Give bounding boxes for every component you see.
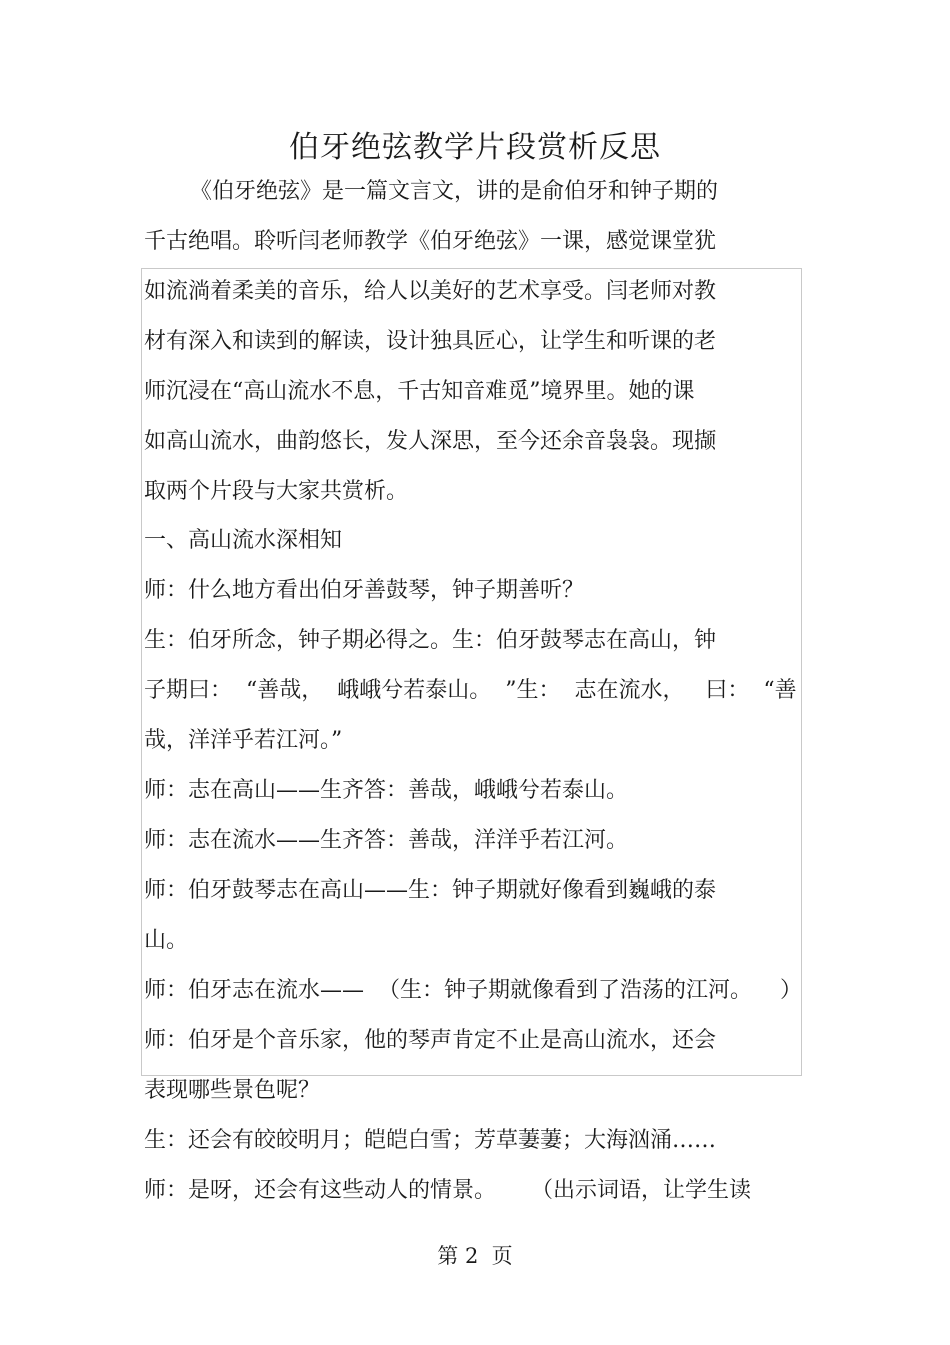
dialogue-line: 子期曰： “善哉， 峨峨兮若泰山。 ”生： 志在流水， 曰： “善 [144,678,797,703]
paragraph-line: 《伯牙绝弦》是一篇文言文，讲的是俞伯牙和钟子期的 [190,179,719,204]
dialogue-line: 师：志在流水——生齐答：善哉，洋洋乎若江河。 [144,828,629,853]
dialogue-line: 师：伯牙志在流水—— （生：钟子期就像看到了浩荡的江河。 ） [144,978,802,1003]
page-number: 第 2 页 [437,1244,513,1268]
dialogue-line: 师：什么地方看出伯牙善鼓琴，钟子期善听？ [144,578,585,603]
paragraph-line: 如高山流水，曲韵悠长，发人深思，至今还余音袅袅。现撷 [144,429,717,454]
paragraph-line: 材有深入和读到的解读，设计独具匠心，让学生和听课的老 [144,329,717,354]
dialogue-line: 哉，洋洋乎若江河。” [144,728,343,753]
paragraph-line: 师沉浸在“高山流水不息，千古知音难觅”境界里。她的课 [144,379,695,404]
dialogue-line: 师：伯牙是个音乐家，他的琴声肯定不止是高山流水，还会 [144,1028,717,1053]
dialogue-line: 师：志在高山——生齐答：善哉，峨峨兮若泰山。 [144,778,629,803]
paragraph-line: 千古绝唱。聆听闫老师教学《伯牙绝弦》一课，感觉课堂犹 [144,229,717,254]
dialogue-line: 山。 [144,928,189,953]
dialogue-line: 师：伯牙鼓琴志在高山——生：钟子期就好像看到巍峨的泰 [144,878,717,903]
dialogue-line: 师：是呀，还会有这些动人的情景。 （出示词语，让学生读 [144,1178,751,1203]
dialogue-line: 表现哪些景色呢？ [144,1078,321,1103]
section-heading: 一、高山流水深相知 [144,528,343,553]
dialogue-line: 生：还会有皎皎明月；皑皑白雪；芳草萋萋；大海汹涌…… [144,1128,717,1153]
document-title: 伯牙绝弦教学片段赏析反思 [289,130,661,165]
paragraph-line: 取两个片段与大家共赏析。 [144,479,409,504]
dialogue-line: 生：伯牙所念，钟子期必得之。生：伯牙鼓琴志在高山，钟 [144,628,717,653]
paragraph-line: 如流淌着柔美的音乐，给人以美好的艺术享受。闫老师对教 [144,279,717,304]
